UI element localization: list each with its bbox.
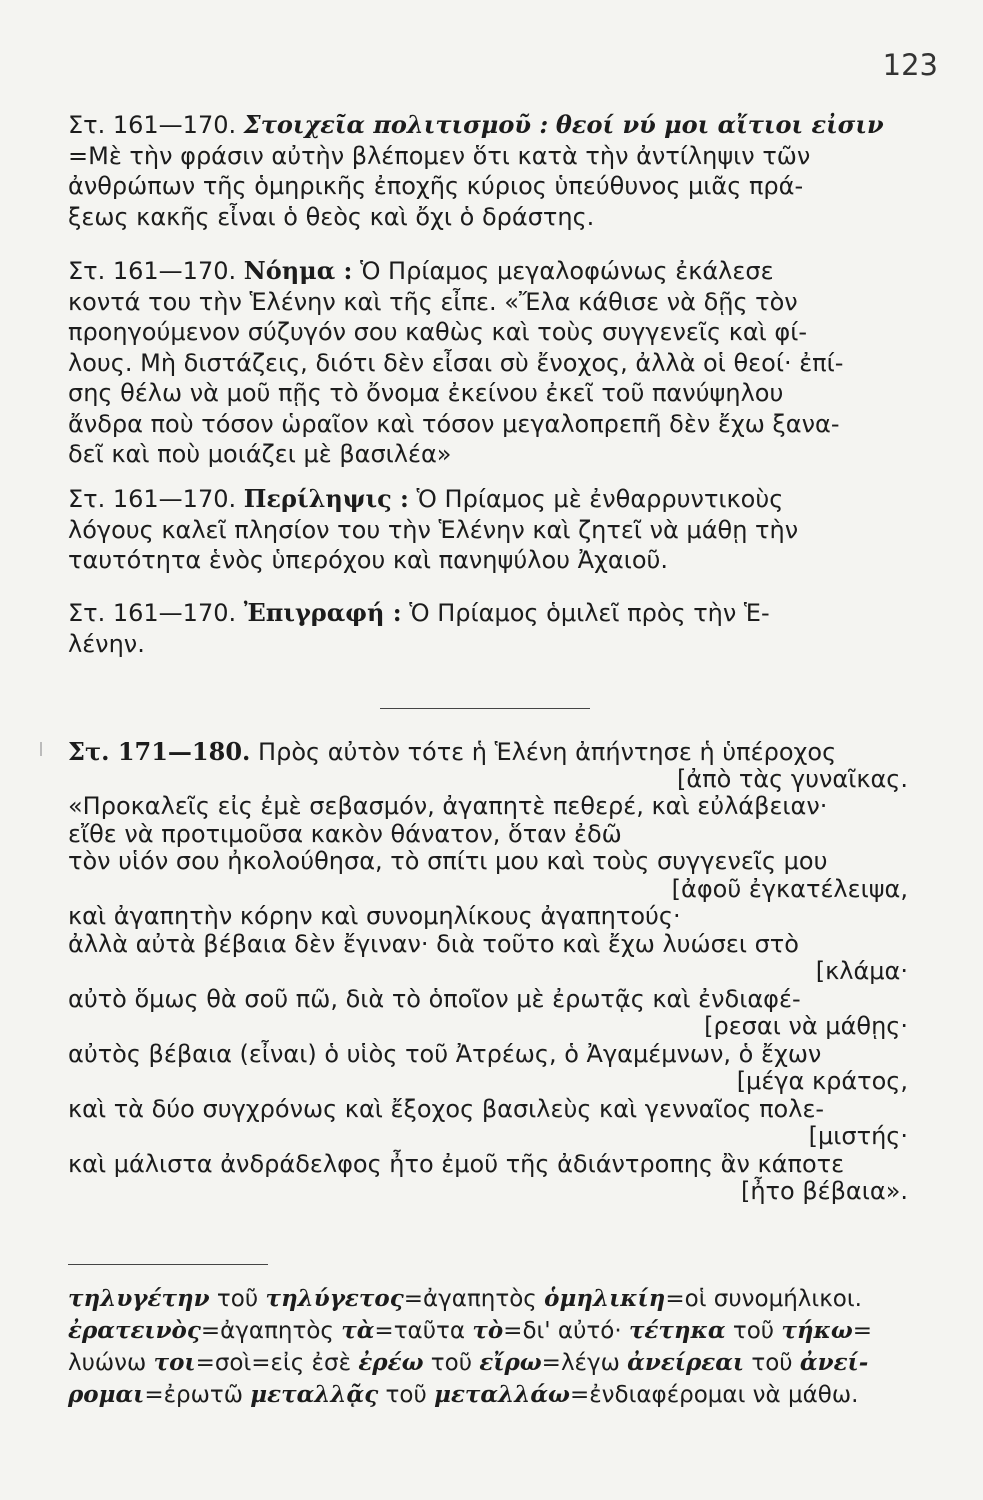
verse-line-continuation: [κλάμα· [815,957,908,985]
verse-reference: Στ. 161—170. [68,111,237,139]
glossary-term: ἀνείρεαι [627,1349,745,1376]
glossary-line [68,1379,908,1411]
verse-line-continuation: [μιστής· [808,1122,908,1150]
footnote-rule [68,1264,268,1265]
glossary-definition: =λέγω [541,1350,628,1376]
verse-line-continuation: [ἀπὸ τὰς γυναῖκας. [676,764,908,793]
verse-line-text: Πρὸς αὐτὸν τότε ἡ Ἑλένη ἀπήντησε ἡ ὑπέροχος [258,738,837,766]
paragraph-heading: Στοιχεῖα πολιτισμοῦ : [243,110,549,139]
paragraph-heading: Ἐπιγραφή : [243,598,402,627]
verse-line-continuation: [ἀφοῦ ἐγκατέλειψα, [671,874,908,903]
glossary-term: ὁμηλικίη [544,1285,666,1312]
paragraph-line: κοντά του τὴν Ἑλένην καὶ τῆς εἶπε. «Ἔλα κάθισε νὰ δῇς τὸν [68,287,798,316]
glossary-term: τοι [153,1349,196,1376]
verse-reference: Στ. 161—170. [68,599,237,627]
paragraph-line: =Μὲ τὴν φράσιν αὐτὴν βλέπομεν ὅτι κατὰ τὴν ἀντίληψιν τῶν [68,141,811,170]
verse-line: καὶ τὰ δύο συγχρόνως καὶ ἔξοχος βασιλεὺς καὶ γενναῖος πολε- [68,1094,825,1123]
glossary-term: ἀνεί- [799,1349,869,1376]
glossary-definition: τοῦ [725,1318,782,1344]
glossary-definition: λυώνω [68,1350,154,1376]
glossary-term: μεταλλάω [434,1381,570,1408]
paragraph-civilization-elements [68,110,908,232]
verse-line: τὸν υἱόν σου ἠκολούθησα, τὸ σπίτι μου καὶ τοὺς συγγενεῖς μου [68,847,828,875]
glossary-definition: τοῦ [423,1350,480,1376]
paragraph-line: ξεως κακῆς εἶναι ὁ θεὸς καὶ ὄχι ὁ δράστης. [68,202,595,231]
glossary-definition: τοῦ [378,1382,435,1408]
verse-line: εἴθε νὰ προτιμοῦσα κακὸν θάνατον, ὅταν ἐδῶ [68,819,622,848]
paragraph-title [68,598,908,659]
paragraph-heading: Νόημα : [243,256,353,285]
glossary-line [68,1283,908,1315]
glossary-line [68,1315,908,1347]
glossary-definition: =σοὶ=εἰς ἐσὲ [195,1350,359,1376]
glossary-line [68,1347,908,1379]
verse-line-continuation: [ρεσαι νὰ μάθῃς· [704,1012,908,1040]
gutter-mark [40,742,42,756]
verse-reference: Στ. 161—170. [68,257,237,285]
glossary-definition: =οἱ συνομήλικοι. [665,1286,862,1312]
homeric-quote: θεοί νύ μοι αἴτιοι εἰσιν [555,110,884,139]
verse-heading: Στ. 171—180. [68,737,251,766]
glossary-definition: τοῦ [744,1350,800,1376]
glossary-term: τηλύγετος [265,1285,404,1312]
paragraph-first-line [68,256,908,287]
glossary-definition: =ἐνδιαφέρομαι νὰ μάθω. [569,1382,859,1408]
paragraph-first-line [68,110,908,141]
paragraph-first-line [68,598,908,629]
glossary-term: τηλυγέτην [68,1285,210,1312]
glossary-definition: τοῦ [209,1286,266,1312]
glossary-definition: =δι' αὐτό· [503,1318,629,1344]
glossary-definition: =ἐρωτῶ [144,1382,251,1408]
paragraph-text: Ὁ Πρίαμος μεγαλοφώνως ἐκάλεσε [360,257,774,285]
glossary-term: μεταλλᾷς [250,1381,379,1408]
paragraph-summary [68,484,908,576]
paragraph-heading: Περίληψις : [243,484,409,513]
paragraph-line: λους. Μὴ διστάζεις, διότι δὲν εἶσαι σὺ ἔνοχος, ἀλλὰ οἱ θεοί· ἐπί- [68,348,844,377]
glossary-definition: =ἀγαπητὸς [200,1318,342,1344]
paragraph-line: λόγους καλεῖ πλησίον του τὴν Ἑλένην καὶ ζητεῖ νὰ μάθῃ τὴν [68,515,799,544]
verse-line: καὶ ἀγαπητὴν κόρην καὶ συνομηλίκους ἀγαπητούς· [68,902,681,930]
verse-translation [68,738,908,1206]
page-number: 123 [882,48,938,82]
glossary-definition: =ἀγαπητὸς [403,1286,545,1312]
paragraph-line: προηγούμενον σύζυγόν σου καθὼς καὶ τοὺς συγγενεῖς καὶ φί- [68,318,808,346]
glossary-term: ἐρέω [358,1349,424,1376]
glossary-term: εἴρω [479,1349,542,1376]
glossary-definition: = [852,1318,873,1344]
verse-line: «Προκαλεῖς εἰς ἐμὲ σεβασμόν, ἀγαπητὲ πεθερέ, καὶ εὐλάβειαν· [68,792,828,820]
glossary-term: τέτηκα [628,1317,726,1344]
paragraph-line: ταυτότητα ἑνὸς ὑπερόχου καὶ πανηψύλου Ἀχαιοῦ. [68,546,669,574]
paragraph-meaning [68,256,908,470]
paragraph-line: ἄνδρα ποὺ τόσον ὡραῖον καὶ τόσον μεγαλοπρεπῆ δὲν ἔχω ξανα- [68,409,840,438]
verse-reference: Στ. 161—170. [68,485,237,513]
verse-line-continuation: [μέγα κράτος, [736,1067,908,1095]
paragraph-line: ἀνθρώπων τῆς ὁμηρικῆς ἐποχῆς κύριος ὑπεύθυνος μιᾶς πρά- [68,172,804,200]
glossary-definition: =ταῦτα [374,1318,473,1344]
paragraph-line: λένην. [68,629,145,658]
paragraph-text: Ὁ Πρίαμος μὲ ἐνθαρρυντικοὺς [416,485,784,513]
paragraph-first-line [68,484,908,515]
paragraph-line: δεῖ καὶ ποὺ μοιάζει μὲ βασιλέα» [68,440,452,468]
verse-line-continuation: [ἦτο βέβαια». [740,1177,908,1205]
section-separator [380,708,590,709]
verse-line: αὐτὸς βέβαια (εἶναι) ὁ υἱὸς τοῦ Ἀτρέως, ὁ Ἀγαμέμνων, ὁ ἔχων [68,1039,822,1068]
verse-lines [68,766,908,1206]
glossary-term: ἐρατεινὸς [68,1317,201,1344]
verse-first-line [68,738,908,766]
verse-line: καὶ μάλιστα ἀνδράδελφος ἦτο ἐμοῦ τῆς ἀδιάντροπης ἂν κάποτε [68,1149,845,1178]
paragraph-line: σης θέλω νὰ μοῦ πῇς τὸ ὄνομα ἐκείνου ἐκεῖ τοῦ πανύψηλου [68,379,784,407]
glossary-footnotes [68,1283,908,1411]
glossary-term: τὰ [341,1317,375,1344]
verse-line: αὐτὸ ὅμως θὰ σοῦ πῶ, διὰ τὸ ὁποῖον μὲ ἐρωτᾷς καὶ ἐνδιαφέ- [68,984,801,1013]
glossary-term: ρομαι [68,1381,145,1408]
glossary-term: τὸ [472,1317,504,1344]
glossary-term: τήκω [781,1317,853,1344]
verse-line: ἀλλὰ αὐτὰ βέβαια δὲν ἔγιναν· διὰ τοῦτο καὶ ἔχω λυώσει στὸ [68,929,799,958]
paragraph-text: Ὁ Πρίαμος ὁμιλεῖ πρὸς τὴν Ἑ- [409,599,770,627]
